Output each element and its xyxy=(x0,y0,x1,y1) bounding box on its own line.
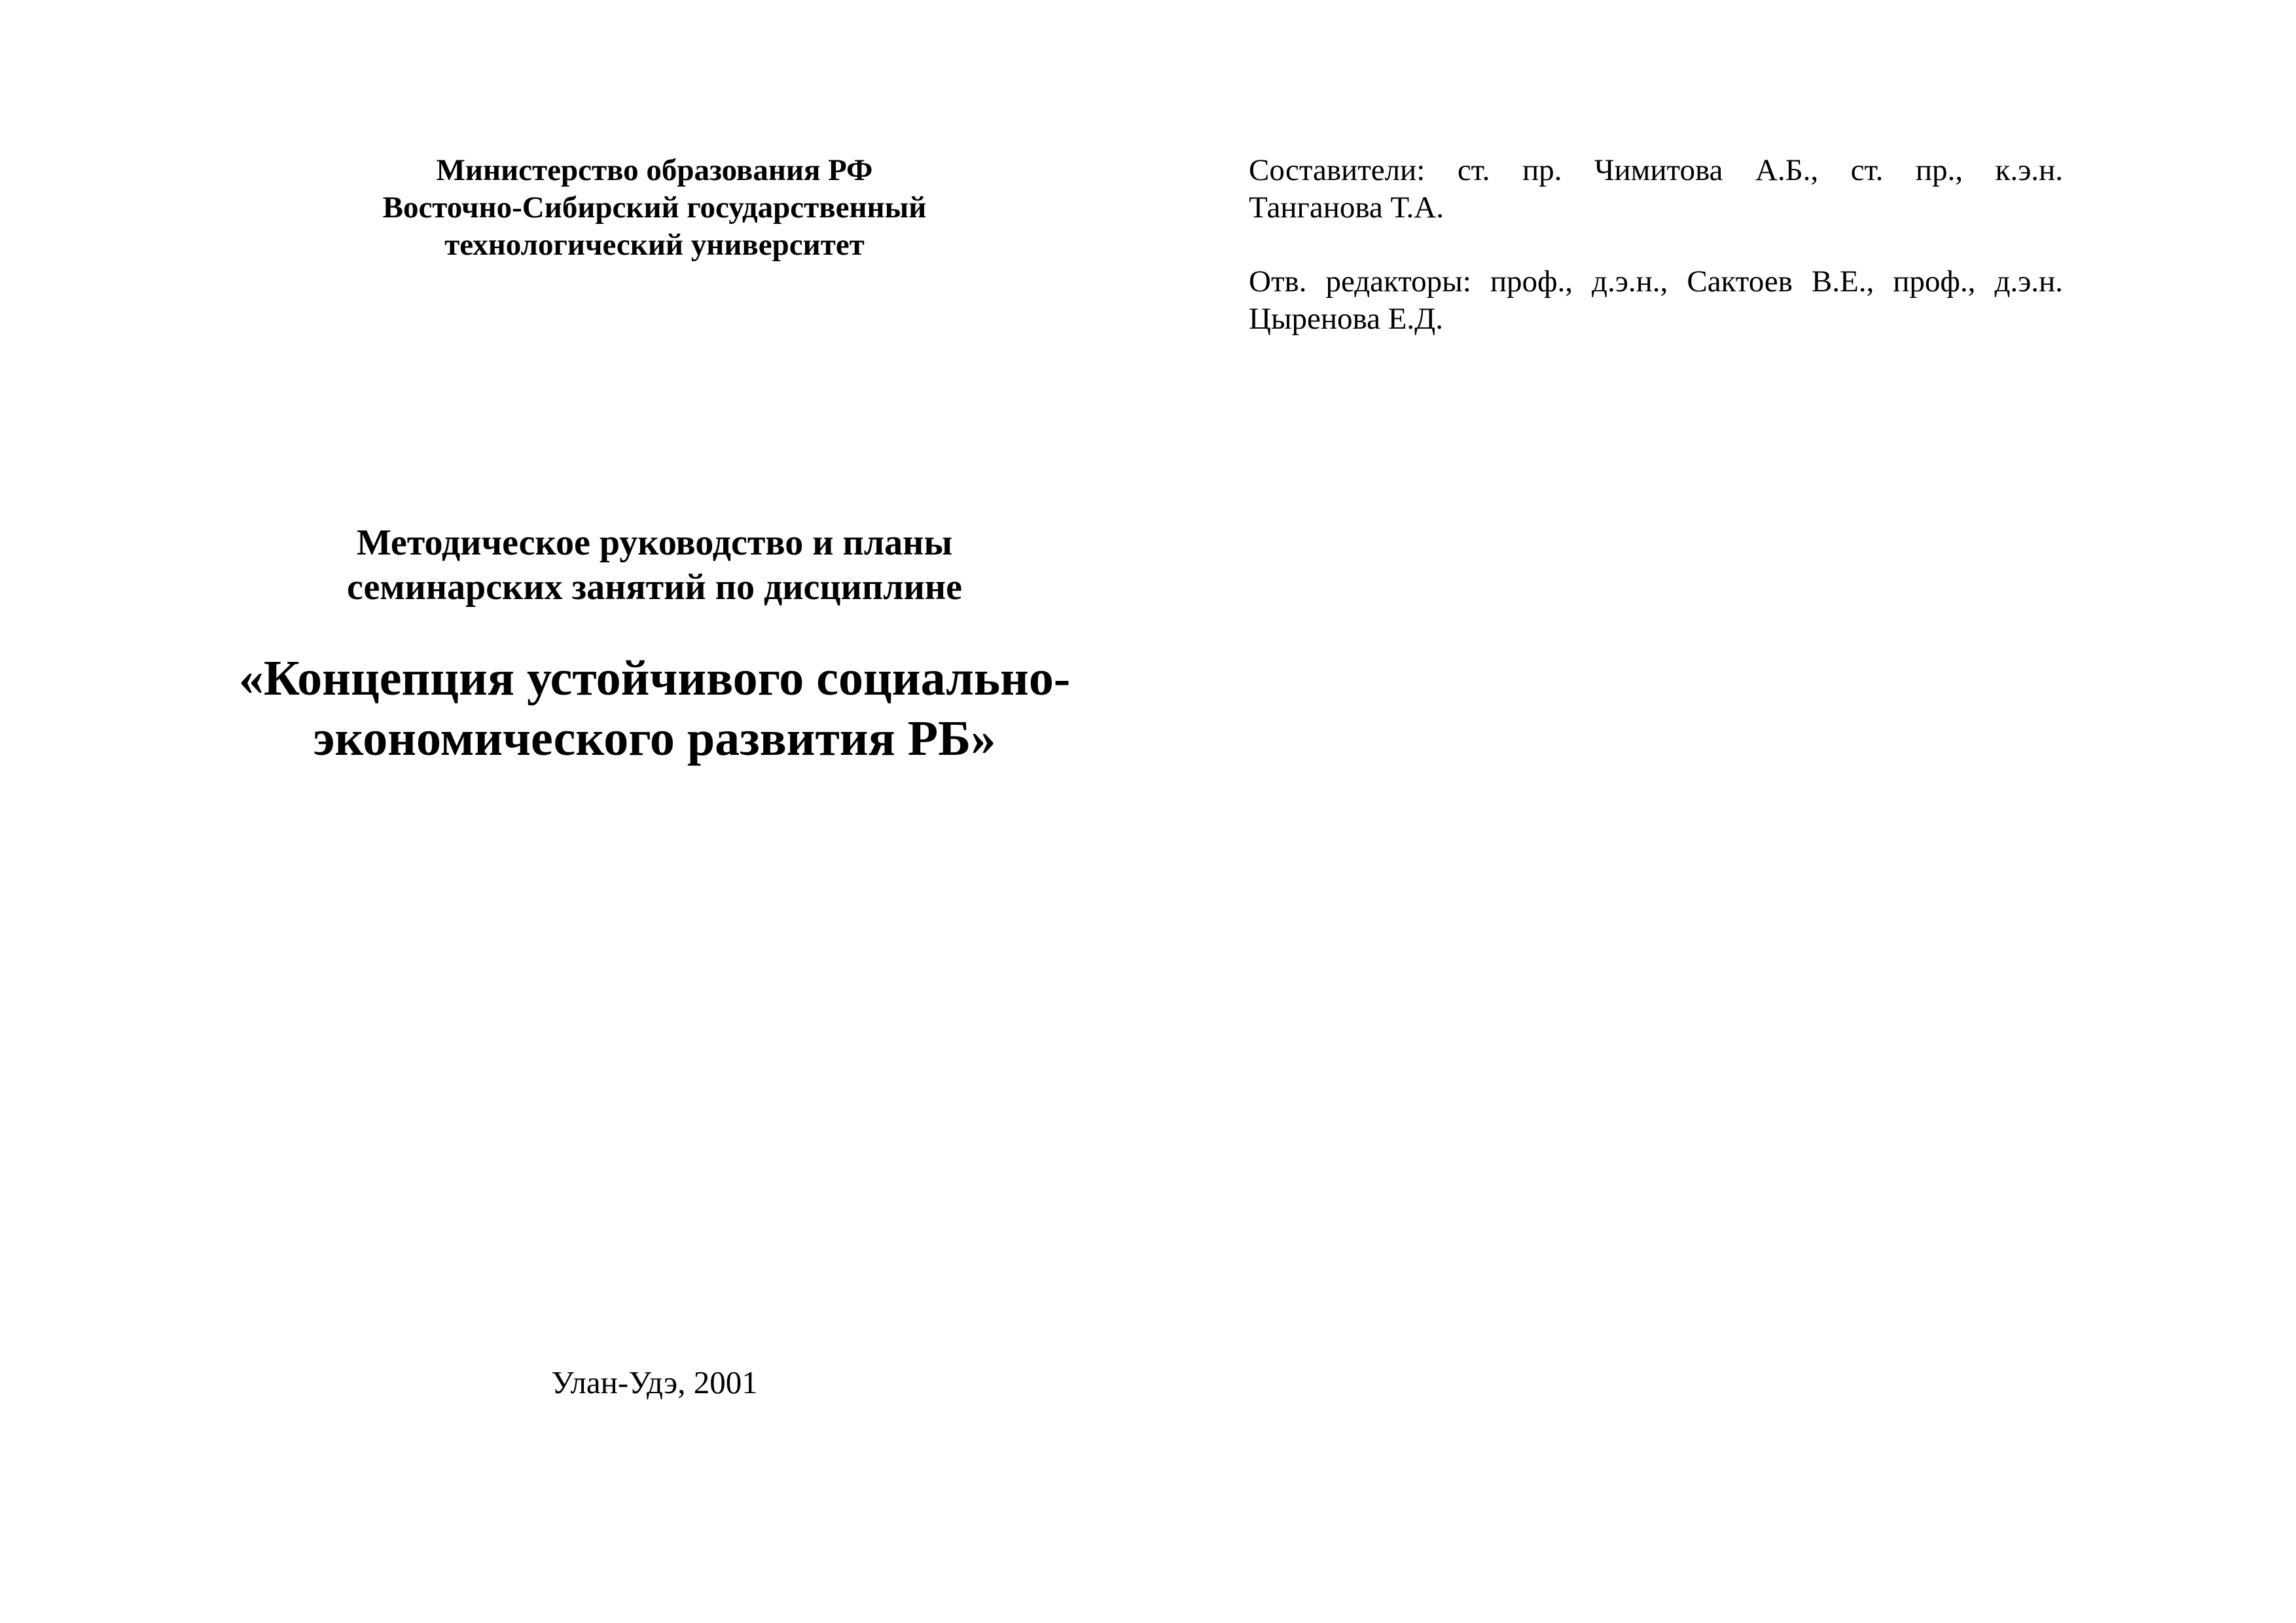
word: проф., xyxy=(1893,264,1976,299)
word: пр., xyxy=(1915,153,1963,187)
word: редакторы: xyxy=(1325,264,1471,299)
university-line-2: технологический университет xyxy=(444,228,865,262)
university-line-1: Восточно-Сибирский государственный xyxy=(382,191,927,225)
compilers-line-1 xyxy=(1249,152,2063,189)
compilers-block xyxy=(1249,152,2063,227)
word: Отв. xyxy=(1249,264,1307,299)
word: В.Е., xyxy=(1811,264,1874,299)
word: д.э.н. xyxy=(1994,264,2063,299)
word: проф., xyxy=(1490,264,1573,299)
word: пр. xyxy=(1522,153,1562,187)
word: Чимитова xyxy=(1594,153,1723,187)
course-title-line-1: «Концепция устойчивого социально- xyxy=(238,651,1071,706)
editors-line-2: Цыренова Е.Д. xyxy=(1249,302,1443,336)
right-page xyxy=(1148,0,2296,1623)
editors-block xyxy=(1249,263,2063,338)
word: к.э.н. xyxy=(1995,153,2063,187)
compilers-line-2: Танганова Т.А. xyxy=(1249,191,1444,225)
guide-line-1: Методическое руководство и планы xyxy=(356,522,953,563)
word: Сактоев xyxy=(1687,264,1793,299)
ministry-line: Министерство образования РФ xyxy=(436,153,873,187)
course-title-line-2: экономического развития РБ» xyxy=(313,711,996,766)
word: А.Б., xyxy=(1755,153,1819,187)
ministry-header xyxy=(183,152,1126,264)
word: ст. xyxy=(1457,153,1490,187)
guide-line-2: семинарских занятий по дисциплине xyxy=(346,567,963,608)
guide-subtitle xyxy=(183,520,1126,610)
course-title xyxy=(131,648,1178,769)
word: д.э.н., xyxy=(1592,264,1668,299)
word: Составители: xyxy=(1249,153,1426,187)
word: ст. xyxy=(1850,153,1884,187)
city-year: Улан-Удэ, 2001 xyxy=(551,1364,758,1400)
editors-line-1 xyxy=(1249,263,2063,301)
